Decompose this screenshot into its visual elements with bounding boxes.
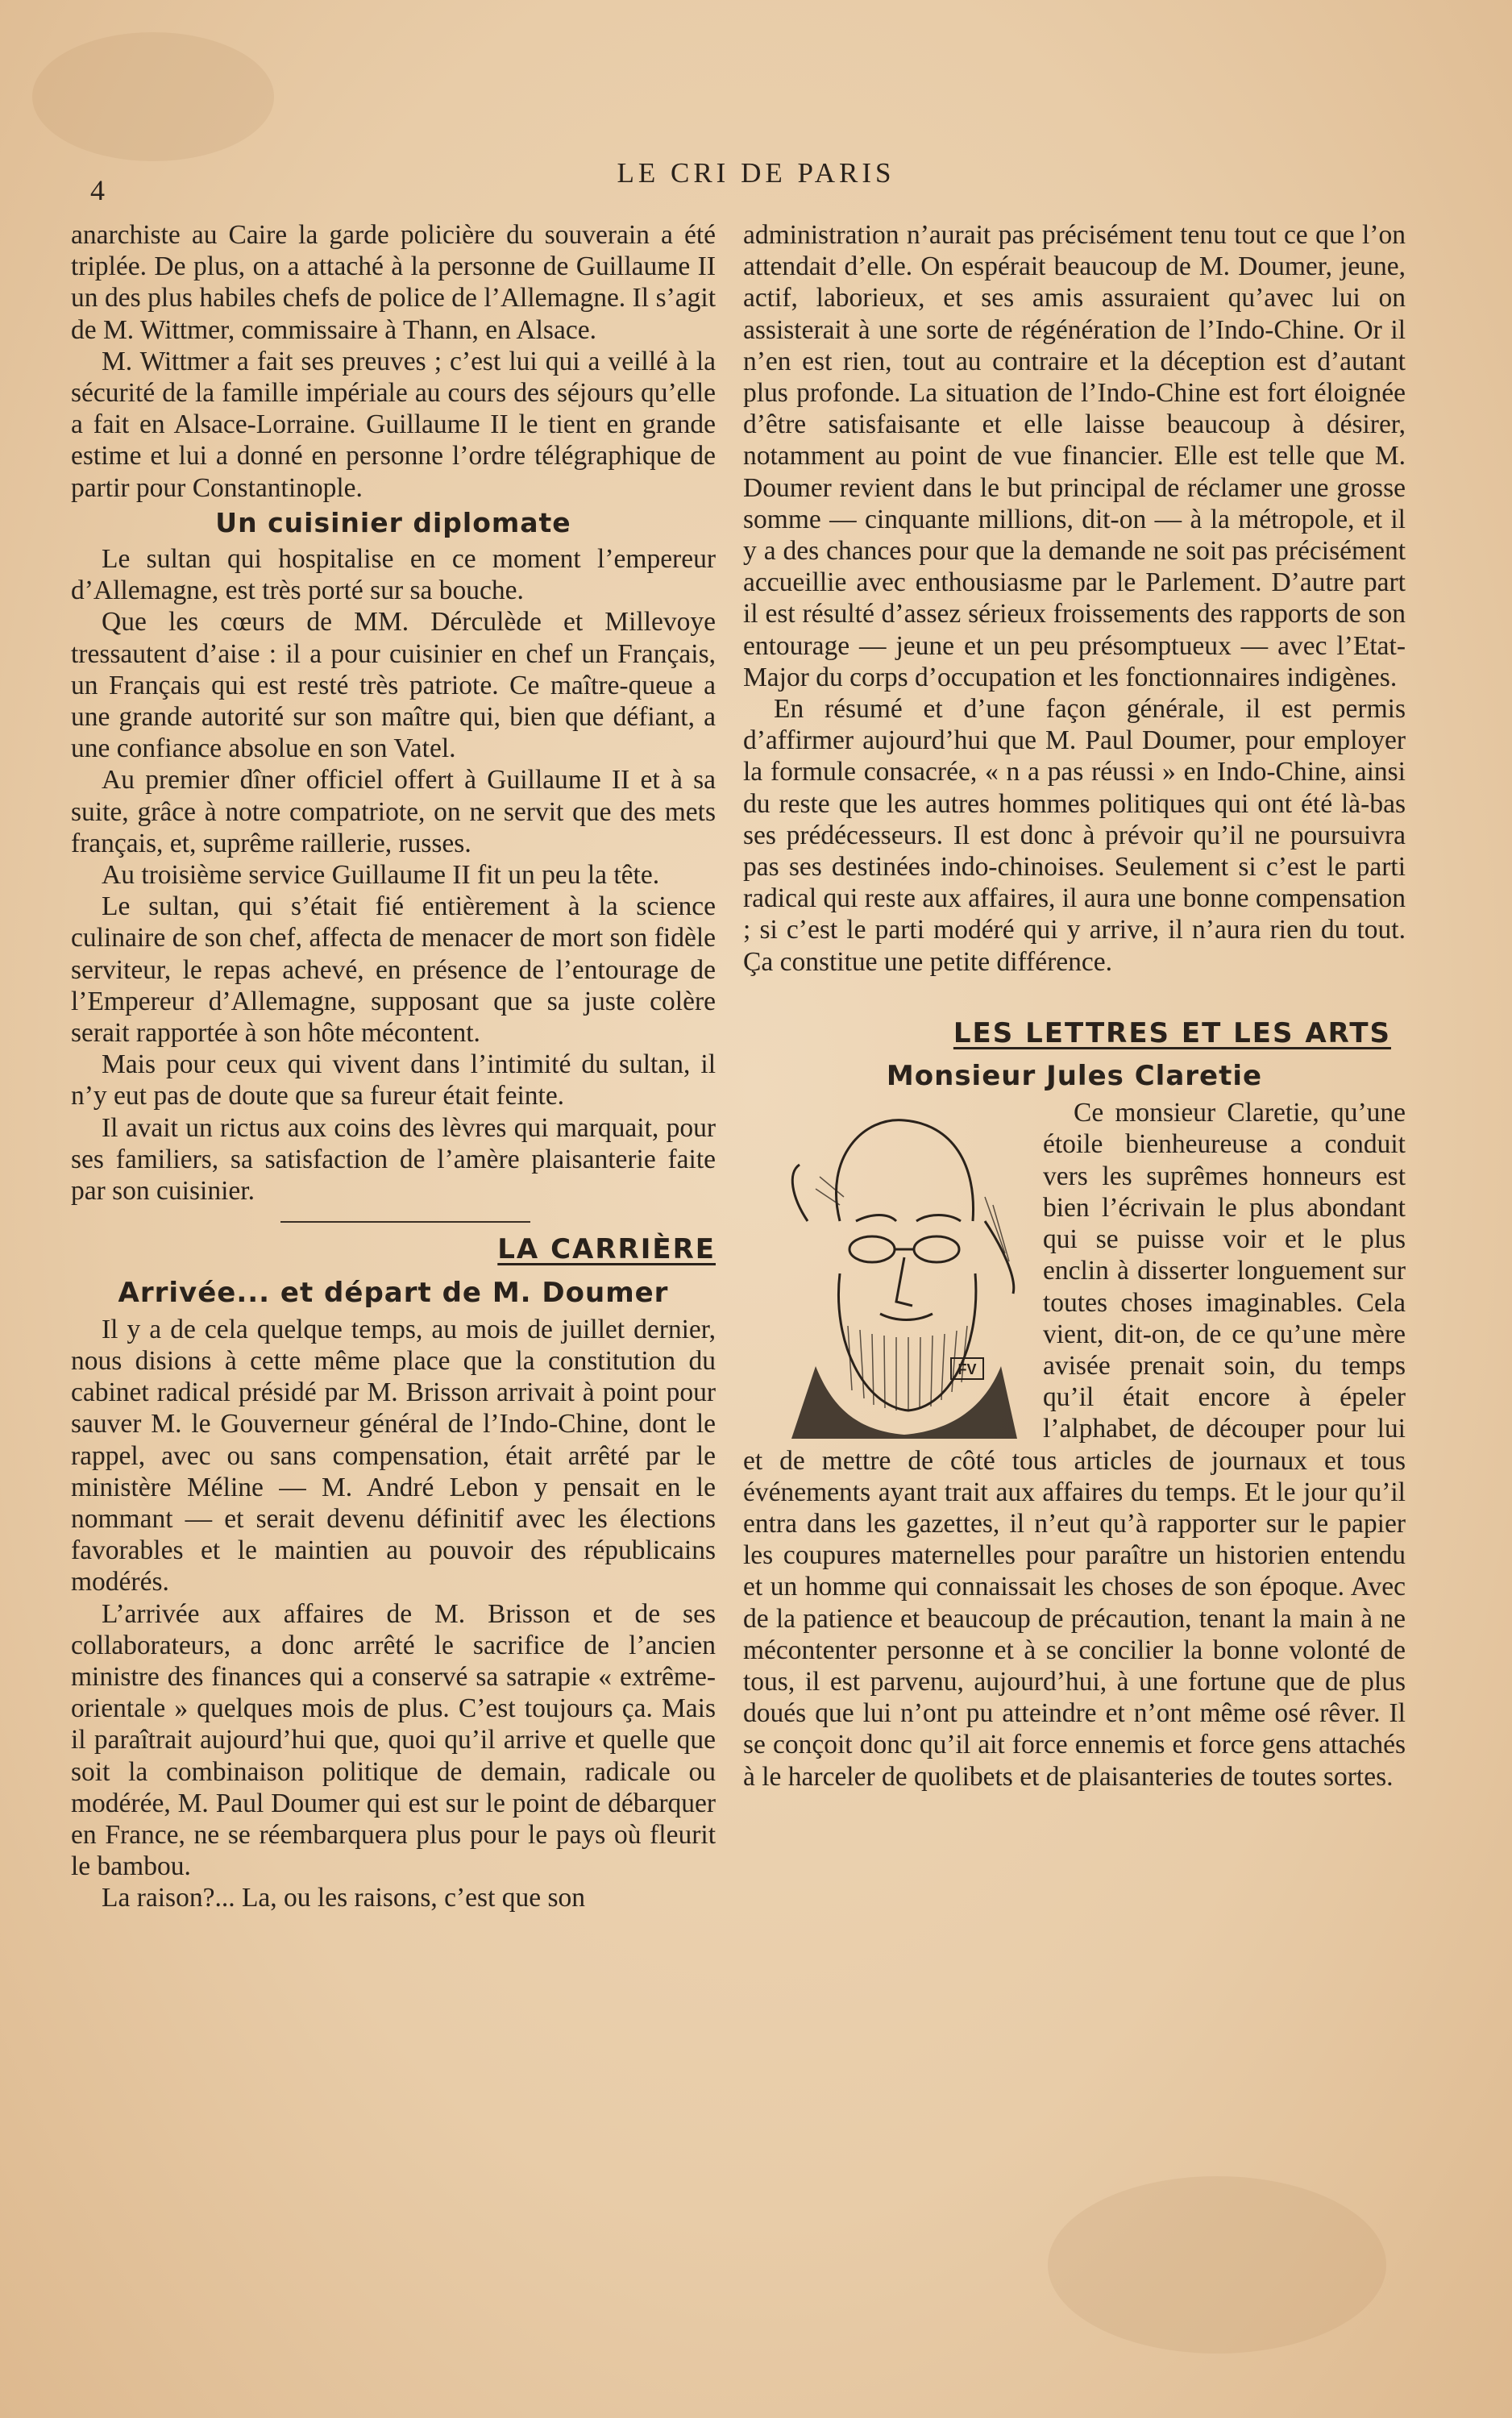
running-head: LE CRI DE PARIS bbox=[617, 157, 895, 189]
paper-stain bbox=[32, 32, 274, 161]
portrait-signature: FV bbox=[957, 1361, 977, 1378]
article-heading: Monsieur Jules Claretie bbox=[886, 1060, 1263, 1093]
paragraph: Le sultan qui hospitalise en ce moment l’empereur d’Allemagne, est très porté sur sa bouche. bbox=[71, 544, 716, 606]
section-heading: LES LETTRES ET LES ARTS bbox=[953, 1016, 1391, 1049]
portrait-illustration bbox=[743, 1100, 1030, 1439]
paragraph: Que les cœurs de MM. Dérculède et Millevoye tressautent d’aise : il a pour cuisinier en chef un Français, un Français qui est resté très patriote. Ce maître-queue a une grande autorité sur son maître qui, bien que défiant, a une confiance absolue en son Vatel. bbox=[71, 607, 716, 764]
paragraph: Il y a de cela quelque temps, au mois de juillet dernier, nous disions à cette même place que la constitution du cabinet radical présidé par M. Brisson arrivait à point pour sauver M. le Gouverneur général de l’Indo-Chine, dont le rappel, avec ou sans compensation, était arrêté par le ministère Méline — M. André Lebon y pensait en le nommant — et serait devenu définitif avec les élections favorables et le maintien au pouvoir des républicains modérés. bbox=[71, 1314, 716, 1597]
paragraph: Ce monsieur Claretie, qu’une étoile bienheureuse a conduit vers les suprêmes honneurs est bien l’écrivain le plus abondant qui se puisse voir et le plus enclin à disserter longuement sur toutes choses imaginables. Cela vient, dit-on, de ce qu’une mère avisée prenait soin, du temps qu’il était encore à épeler l’alphabet, de découper pour lui et de mettre de côté tous articles de journaux et tous événements ayant trait aux affaires du temps. Et le jour qu’il entra dans les gazettes, il n’eut qu’à rapporter sur le papier les coupures maternelles pour paraître un historien entendu et un homme qui connaissait les choses de son époque. Avec de la patience et beaucoup de précaution, tenant la main à ne mécontenter personne et à se concilier la bonne volonté de tous, il est parvenu, aujourd’hui, à une fortune que de plus doués que lui n’ont pu atteindre et n’ont même osé rêver. Il se conçoit donc qu’il ait force ennemis et force gens attachés à le harceler de quolibets et de plaisanteries de toutes sortes. bbox=[743, 1098, 1406, 1792]
left-column bbox=[71, 219, 716, 1914]
paragraph: En résumé et d’une façon générale, il est permis d’affirmer aujourd’hui que M. Paul Doumer, pour employer la formule consacrée, « n a pas réussi » en Indo-Chine, ainsi du reste que les autres hommes politiques qui ont été là-bas ses prédécesseurs. Il est donc à prévoir qu’il ne poursuivra pas ses destinées indo-chinoises. Seulement si c’est le parti radical qui reste aux affaires, il aura une bonne compensation ; si c’est le parti modéré qui y arrive, il n’aura rien du tout. Ça constitue une petite différence. bbox=[743, 694, 1406, 977]
paragraph: anarchiste au Caire la garde policière du souverain a été triplée. De plus, on a attaché à la personne de Guillaume II un des plus habiles chefs de police de l’Allemagne. Il s’agit de M. Wittmer, commissaire à Thann, en Alsace. bbox=[71, 220, 716, 345]
right-column bbox=[743, 219, 1406, 1793]
paper-stain bbox=[1048, 2176, 1386, 2354]
paragraph: Au premier dîner officiel offert à Guillaume II et à sa suite, grâce à notre compatriote, on ne servit que des mets français, et, suprême raillerie, russes. bbox=[71, 765, 716, 858]
paragraph: Mais pour ceux qui vivent dans l’intimité du sultan, il n’y eut pas de doute que sa fureur était feinte. bbox=[71, 1049, 716, 1111]
paragraph: administration n’aurait pas précisément tenu tout ce que l’on attendait d’elle. On espérait beaucoup de M. Doumer, jeune, actif, laborieux, et ses amis assuraient qu’avec lui on assisterait à une sorte de régénération de l’Indo-Chine. Or il n’en est rien, tout au contraire et la déception est d’autant plus profonde. La situation de l’Indo-Chine est fort éloignée d’être satisfaisante et elle laisse beaucoup à désirer, notamment au point de vue financier. Elle est telle que M. Doumer revient dans le but principal de réclamer une grosse somme — cinquante millions, dit-on — à la métropole, et il y a des chances pour que la demande ne soit pas précisément accueillie avec enthousiasme par le Parlement. D’autre part il est résulté d’assez sérieux froissements des rapports de son entourage — jeune et un peu présomptueux — avec l’Etat-Major du corps d’occupation et les fonctionnaires indigènes. bbox=[743, 220, 1406, 692]
paragraph: Il avait un rictus aux coins des lèvres qui marquait, pour ses familiers, sa satisfaction de l’amère plaisanterie faite par son cuisinier. bbox=[71, 1112, 716, 1207]
article-heading: Un cuisinier diplomate bbox=[215, 506, 571, 538]
article-heading: Arrivée... et départ de M. Doumer bbox=[118, 1276, 669, 1309]
paragraph: La raison?... La, ou les raisons, c’est que son bbox=[102, 1883, 586, 1913]
paragraph: M. Wittmer a fait ses preuves ; c’est lui qui a veillé à la sécurité de la famille impériale au cours des séjours qu’elle a fait en Alsace-Lorraine. Guillaume II le tient en grande estime et lui a donné en personne l’ordre télégraphique de partir pour Constantinople. bbox=[71, 346, 716, 503]
paragraph: Le sultan, qui s’était fié entièrement à la science culinaire de son chef, affecta de menacer de mort son fidèle serviteur, le repas achevé, en présence de l’entourage de l’Empereur d’Allemagne, supposant que sa juste colère serait rapportée à son hôte mécontent. bbox=[71, 891, 716, 1049]
section-heading: LA CARRIÈRE bbox=[497, 1233, 716, 1266]
page-number: 4 bbox=[90, 174, 105, 206]
paragraph: L’arrivée aux affaires de M. Brisson et de ses collaborateurs, a donc arrêté le sacrifice de l’ancien ministre des finances qui a conservé sa satrapie « extrême-orientale » quelques mois de plus. C’est toujours ça. Mais il paraîtrait aujourd’hui que, quoi qu’il arrive et quelle que soit la combinaison politique de demain, radicale ou modérée, M. Paul Doumer qui est sur le point de débarquer en France, ne se réembarquera plus pour le pays où fleurit le bambou. bbox=[71, 1598, 716, 1882]
divider-rule bbox=[280, 1221, 530, 1223]
paragraph: Au troisième service Guillaume II fit un peu la tête. bbox=[102, 860, 660, 891]
